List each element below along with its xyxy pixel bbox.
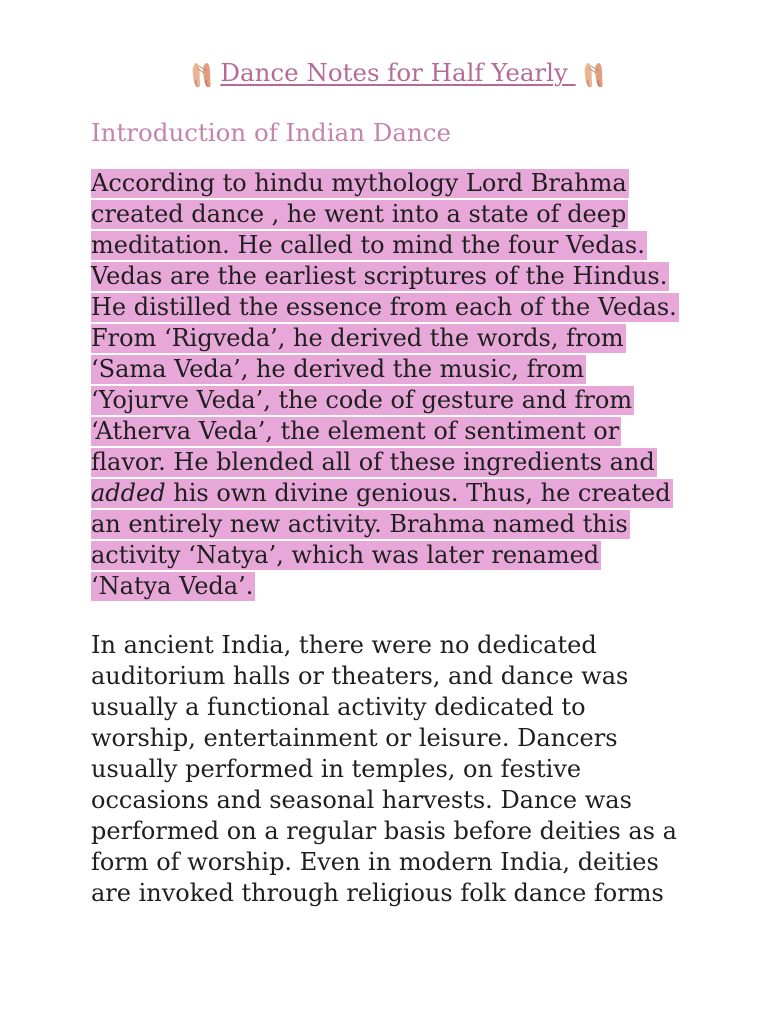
paragraph-line: [91, 292, 691, 323]
paragraph-line: are invoked through religious folk dance forms: [91, 879, 664, 907]
highlight-mark: [91, 448, 657, 477]
line-text: ‘Yojurve Veda’, the code of gesture and from: [91, 386, 633, 414]
paragraph-line: [91, 571, 691, 602]
highlight-mark: [91, 479, 673, 508]
highlight-mark: [91, 572, 255, 601]
document-title[interactable]: Dance Notes for Half Yearly: [220, 58, 576, 87]
highlight-mark: [91, 231, 647, 260]
paragraph-line: occasions and seasonal harvests. Dance was: [91, 786, 632, 814]
highlight-mark: [91, 417, 621, 446]
document-page: [91, 55, 691, 909]
highlight-mark: [91, 541, 601, 570]
highlight-mark: [91, 355, 586, 384]
paragraph-line: form of worship. Even in modern India, deities: [91, 848, 659, 876]
line-text: his own divine genious. Thus, he created: [165, 479, 671, 507]
paragraph-line: [91, 261, 691, 292]
section-heading: Introduction of Indian Dance: [91, 118, 451, 147]
line-text: ‘Sama Veda’, he derived the music, from: [91, 355, 585, 383]
paragraph-line: [91, 447, 691, 478]
highlight-mark: [91, 386, 634, 415]
highlight-mark: [91, 200, 628, 229]
paragraph-line: [91, 385, 691, 416]
paragraph-line: worship, entertainment or leisure. Dancers: [91, 724, 618, 752]
ballet-shoes-icon: [187, 60, 217, 90]
paragraph-line: [91, 168, 691, 199]
body-paragraph: [91, 630, 691, 909]
line-text: an entirely new activity. Brahma named this: [91, 510, 628, 538]
paragraph-line: [91, 478, 691, 509]
paragraph-line: performed on a regular basis before deities as a: [91, 817, 677, 845]
highlight-mark: [91, 324, 626, 353]
highlight-mark: [91, 293, 679, 322]
line-text: flavor. He blended all of these ingredients and: [91, 448, 655, 476]
paragraph-line: [91, 230, 691, 261]
paragraph-line: usually a functional activity dedicated to: [91, 693, 586, 721]
line-text: According to hindu mythology Lord Brahma: [91, 169, 627, 197]
paragraph-line: [91, 323, 691, 354]
line-text: He distilled the essence from each of the Vedas.: [91, 293, 677, 321]
paragraph-line: In ancient India, there were no dedicated: [91, 631, 597, 659]
paragraph-line: usually performed in temples, on festive: [91, 755, 582, 783]
title-row: [91, 55, 705, 91]
paragraph-line: [91, 354, 691, 385]
ballet-shoes-icon: [579, 60, 609, 90]
line-text: From ‘Rigveda’, he derived the words, from: [91, 324, 624, 352]
paragraph-line: [91, 416, 691, 447]
paragraph-line: [91, 199, 691, 230]
line-text: activity ‘Natya’, which was later renamed: [91, 541, 600, 569]
line-text: ‘Natya Veda’.: [91, 572, 254, 600]
highlight-mark: [91, 262, 669, 291]
line-text: ‘Atherva Veda’, the element of sentiment or: [91, 417, 620, 445]
line-text: meditation. He called to mind the four Vedas.: [91, 231, 645, 259]
paragraph-line: auditorium halls or theaters, and dance was: [91, 662, 629, 690]
highlighted-paragraph: [91, 168, 691, 602]
line-text: created dance , he went into a state of deep: [91, 200, 627, 228]
paragraph-line: [91, 540, 691, 571]
highlight-mark: [91, 510, 630, 539]
highlight-mark: [91, 169, 629, 198]
italic-word: added: [91, 479, 166, 507]
paragraph-line: [91, 509, 691, 540]
line-text: Vedas are the earliest scriptures of the Hindus.: [91, 262, 668, 290]
